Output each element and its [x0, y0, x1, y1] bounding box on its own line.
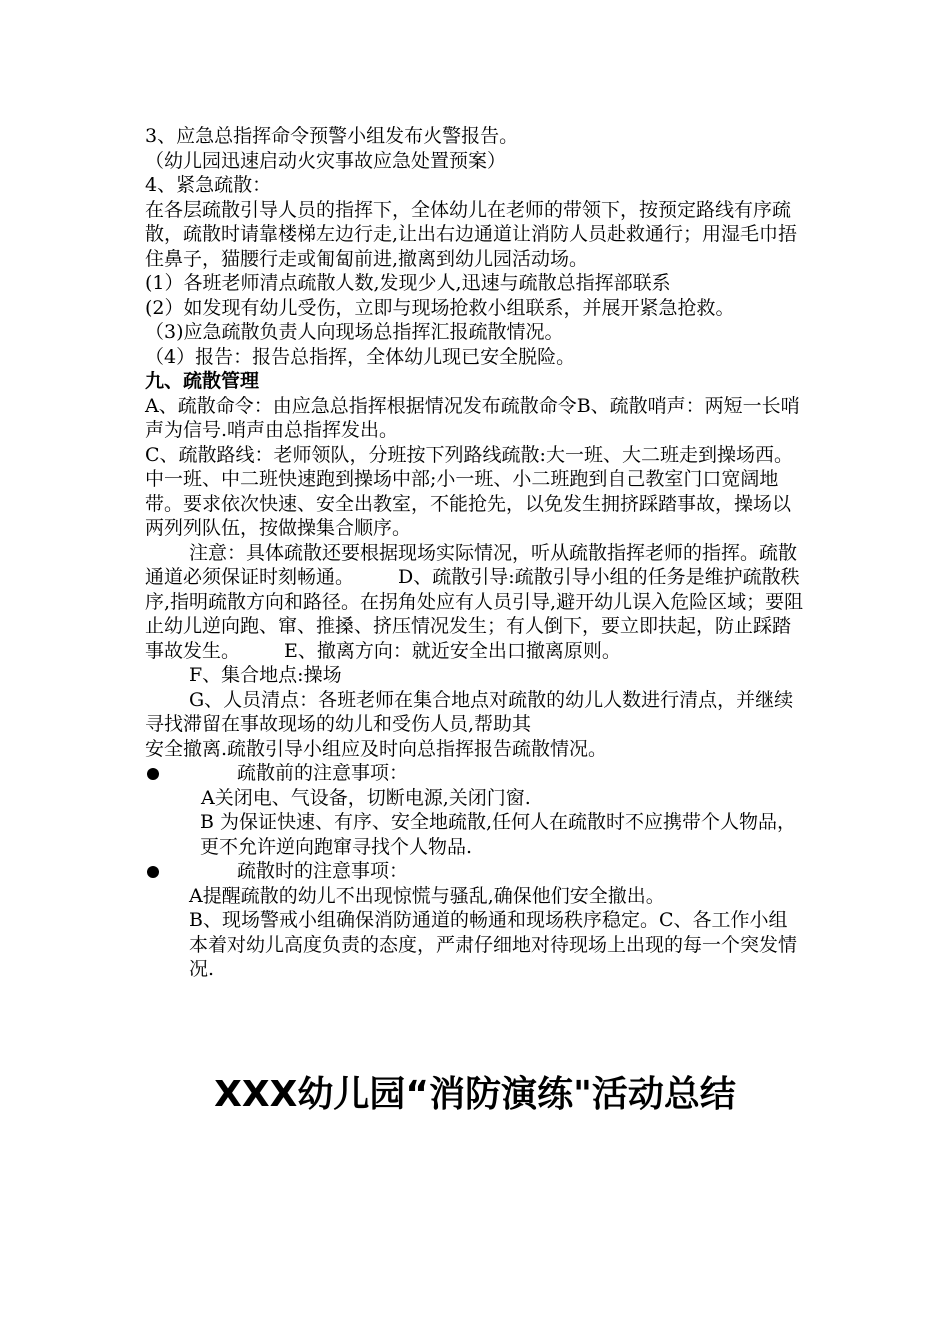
during-item-a: A提醒疏散的幼儿不出现惊慌与骚乱,确保他们安全撤出。 — [189, 884, 665, 907]
bullet-during-evacuation — [145, 859, 805, 884]
section-9-heading: 九、疏散管理 — [145, 370, 260, 392]
list-item-4: （4）报告：报告总指挥，全体幼儿现已安全脱险。 — [145, 345, 576, 368]
list-item-1: (1）各班老师清点疏散人数,发现少人,迅速与疏散总指挥部联系 — [145, 272, 671, 294]
step-4-heading: 4、紧急疏散： — [145, 174, 272, 196]
list-item-2: (2）如发现有幼儿受伤，立即与现场抢救小组联系，并展开紧急抢救。 — [145, 296, 735, 319]
document-title: XXX幼儿园“消防演练"活动总结 — [214, 1074, 736, 1115]
bullet-icon — [147, 768, 159, 780]
evacuation-route-paragraph: C、疏散路线：老师领队，分班按下列路线疏散:大一班、大二班走到操场西。中一班、中二班快速跑到操场中部;小一班、小二班跑到自己教室门口宽阔地带。要求依次快速、安全出教室，不能抢先，以免发生拥挤踩踏事故，操场以两列列队伍，按做操集合顺序。 — [145, 443, 793, 539]
document-body — [145, 124, 805, 982]
bullet-label: 疏散前的注意事项： — [237, 762, 409, 784]
evacuation-notes-paragraph: 注意：具体疏散还要根据现场实际情况，听从疏散指挥老师的指挥。疏散通道必须保证时刻畅通。 D、疏散引导:疏散引导小组的任务是维护疏散秩序,指明疏散方向和路径。在拐角处应有人员引导,避开幼儿误入危险区域；要阻止幼儿逆向跑、窜、推搡、挤压情况发生；有人倒下，要立即扶起，防止踩踏事故发生。 E、撤离方向：就近安全出口撤离原则。 — [145, 541, 804, 662]
evacuation-command-paragraph: A、疏散命令：由应急总指挥根据情况发布疏散命令B、疏散哨声：两短一长哨声为信号.哨声由总指挥发出。 — [145, 394, 800, 441]
headcount-paragraph-end: 安全撤离.疏散引导小组应及时向总指挥报告疏散情况。 — [145, 737, 608, 760]
before-item-a: A关闭电、气设备，切断电源,关闭门窗. — [201, 786, 531, 809]
bullet-before-evacuation — [145, 761, 805, 786]
list-item-3: （3)应急疏散负责人向现场总指挥汇报疏散情况。 — [145, 321, 564, 343]
assembly-point-line: F、集合地点:操场 — [189, 664, 342, 686]
step-3-note: （幼儿园迅速启动火灾事故应急处置预案） — [145, 149, 507, 172]
headcount-paragraph: G、人员清点：各班老师在集合地点对疏散的幼儿人数进行清点，并继续寻找滞留在事故现场的幼儿和受伤人员,帮助其 — [145, 688, 794, 735]
during-item-b: B、现场警戒小组确保消防通道的畅通和现场秩序稳定。C、各工作小组本着对幼儿高度负责的态度，严肃仔细地对待现场上出现的每一个突发情况. — [189, 909, 798, 980]
step-3-line: 3、应急总指挥命令预警小组发布火警报告。 — [145, 125, 519, 147]
bullet-label: 疏散时的注意事项： — [237, 860, 409, 882]
step-4-paragraph: 在各层疏散引导人员的指挥下，全体幼儿在老师的带领下，按预定路线有序疏散，疏散时请靠楼梯左边行走,让出右边通道让消防人员赴救通行；用湿毛巾捂住鼻子，猫腰行走或匍匐前进,撤离到幼儿园活动场。 — [145, 198, 798, 270]
before-item-b: B 为保证快速、有序、安全地疏散,任何人在疏散时不应携带个人物品，更不允许逆向跑窜寻找个人物品. — [200, 811, 797, 858]
bullet-icon — [147, 866, 159, 878]
